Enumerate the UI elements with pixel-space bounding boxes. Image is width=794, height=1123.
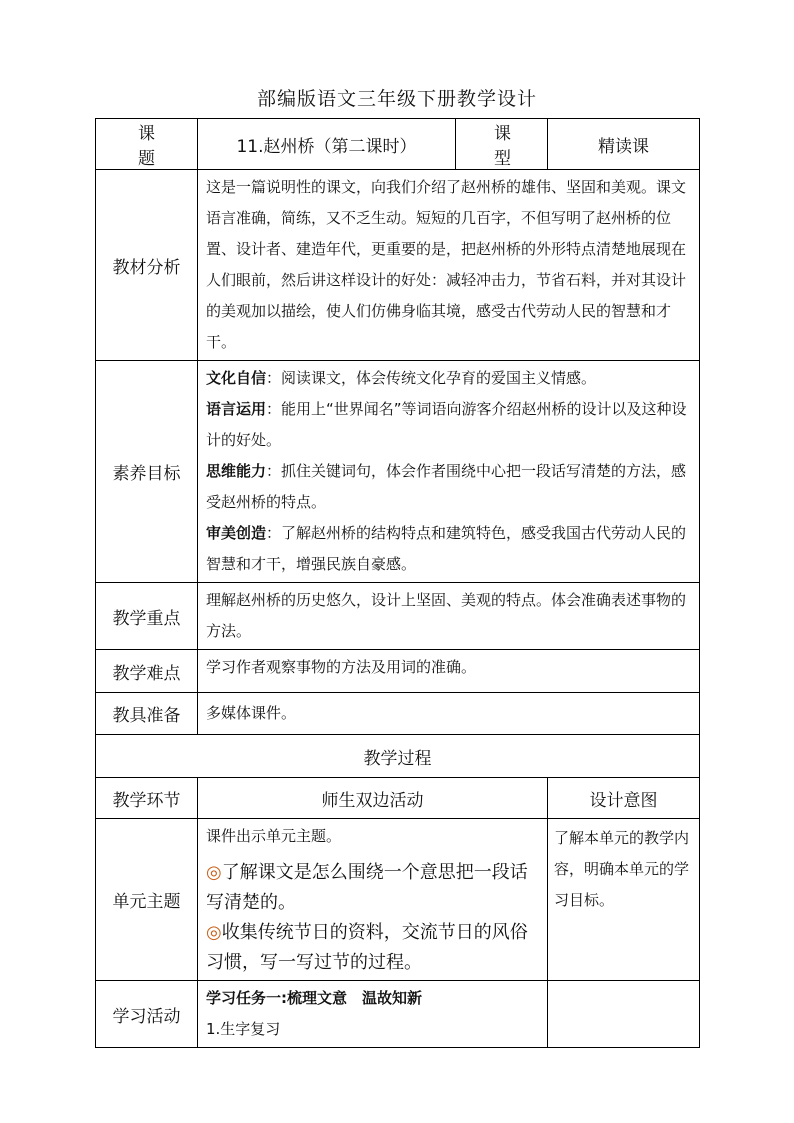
goal-text: ：阅读课文，体会传统文化孕育的爱国主义情感。 xyxy=(266,369,597,387)
activity-task: 学习任务一:梳理文意 温故知新 xyxy=(206,989,423,1007)
process-col-intent: 设计意图 xyxy=(548,778,700,819)
unit-point xyxy=(206,858,541,918)
topic-value: 11.赵州桥（第二课时） xyxy=(198,119,456,170)
tools-row xyxy=(96,693,700,735)
activity-row xyxy=(96,981,700,1048)
activity-label: 学习活动 xyxy=(96,981,198,1048)
unit-point xyxy=(206,918,541,978)
unit-point-text: 了解课文是怎么围绕一个意思把一段话写清楚的。 xyxy=(206,862,528,913)
activity-content xyxy=(198,981,548,1048)
header-row xyxy=(96,119,700,170)
process-col-stage: 教学环节 xyxy=(96,778,198,819)
goal-item xyxy=(206,363,693,394)
goal-item xyxy=(206,456,693,518)
goal-lead: 文化自信 xyxy=(206,369,267,387)
goal-text: ：了解赵州桥的结构特点和建筑特色，感受我国古代劳动人民的智慧和才干，增强民族自豪感。 xyxy=(206,524,687,573)
activity-sub: 1.生字复习 xyxy=(206,1020,281,1038)
goal-item xyxy=(206,518,693,580)
material-label: 教材分析 xyxy=(96,170,198,361)
difficulty-text: 学习作者观察事物的方法及用词的准确。 xyxy=(198,650,700,693)
tools-label: 教具准备 xyxy=(96,693,198,735)
unit-intro: 课件出示单元主题。 xyxy=(206,827,342,845)
process-heading: 教学过程 xyxy=(96,735,700,778)
key-point-row xyxy=(96,583,700,650)
unit-row xyxy=(96,819,700,981)
difficulty-row xyxy=(96,650,700,693)
literacy-goals xyxy=(198,361,700,583)
bullet-circle-icon: ◎ xyxy=(206,862,222,883)
literacy-row xyxy=(96,361,700,583)
goal-lead: 语言运用 xyxy=(206,400,267,418)
process-col-activity: 师生双边活动 xyxy=(198,778,548,819)
type-value: 精读课 xyxy=(548,119,700,170)
process-columns-row xyxy=(96,778,700,819)
lesson-plan-table xyxy=(95,118,700,1048)
unit-activity xyxy=(198,819,548,981)
key-point-label: 教学重点 xyxy=(96,583,198,650)
difficulty-label: 教学难点 xyxy=(96,650,198,693)
topic-label: 课题 xyxy=(96,119,198,170)
bullet-circle-icon: ◎ xyxy=(206,922,222,943)
literacy-label: 素养目标 xyxy=(96,361,198,583)
goal-text: ：抓住关键词句，体会作者围绕中心把一段话写清楚的方法，感受赵州桥的特点。 xyxy=(206,462,687,511)
key-point-text: 理解赵州桥的历史悠久，设计上坚固、美观的特点。体会准确表述事物的方法。 xyxy=(198,583,700,650)
goal-lead: 思维能力 xyxy=(206,462,267,480)
unit-label: 单元主题 xyxy=(96,819,198,981)
unit-point-text: 收集传统节日的资料，交流节日的风俗习惯，写一写过节的过程。 xyxy=(206,922,528,973)
type-label: 课型 xyxy=(456,119,548,170)
goal-text: ：能用上“世界闻名”等词语向游客介绍赵州桥的设计以及这种设计的好处。 xyxy=(206,400,687,449)
goal-item xyxy=(206,394,693,456)
goal-lead: 审美创造 xyxy=(206,524,267,542)
tools-text: 多媒体课件。 xyxy=(198,693,700,735)
process-heading-row xyxy=(96,735,700,778)
material-text: 这是一篇说明性的课文，向我们介绍了赵州桥的雄伟、坚固和美观。课文语言准确，简练，又不乏生动。短短的几百字，不但写明了赵州桥的位置、设计者、建造年代，更重要的是，把赵州桥的外形特点清楚地展现在人们眼前，然后讲这样设计的好处：减轻冲击力，节省石料，并对其设计的美观加以描绘，使人们仿佛身临其境，感受古代劳动人民的智慧和才干。 xyxy=(198,170,700,361)
activity-intent xyxy=(548,981,700,1048)
unit-intent: 了解本单元的教学内容，明确本单元的学习目标。 xyxy=(548,819,700,981)
document-title: 部编版语文三年级下册教学设计 xyxy=(256,88,537,110)
material-row xyxy=(96,170,700,361)
